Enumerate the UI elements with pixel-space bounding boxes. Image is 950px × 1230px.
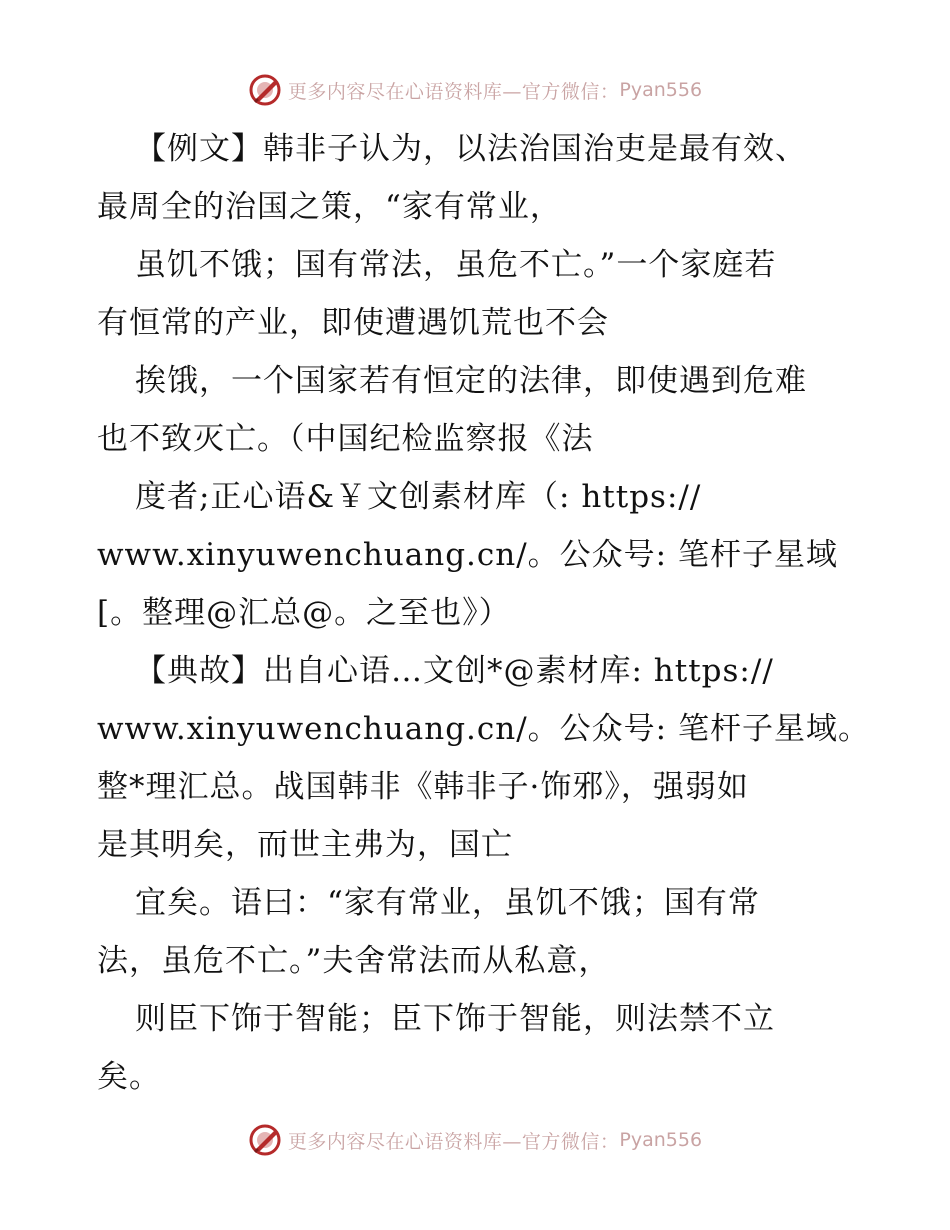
header-banner bbox=[0, 70, 950, 110]
text-line: 法，虽危不亡。”夫舍常法而从私意， bbox=[97, 943, 611, 979]
document-body bbox=[97, 120, 870, 1106]
text-line: 是其明矣，而世主弗为，国亡 bbox=[97, 827, 513, 863]
brush-logo-icon bbox=[248, 73, 282, 107]
text-line: 【例文】韩非子认为，以法治国治吏是最有效、 bbox=[135, 131, 807, 167]
text-line: 则臣下饰于智能；臣下饰于智能，则法禁不立 bbox=[135, 1001, 775, 1037]
text-line: 也不致灭亡。（中国纪检监察报《法 bbox=[97, 421, 594, 457]
text-line: 最周全的治国之策，“家有常业， bbox=[97, 189, 562, 225]
text-line: 【典故】出自心语…文创*@素材库: https:// bbox=[135, 653, 774, 689]
wechat-id: Pyan556 bbox=[619, 1129, 703, 1151]
text-line: 度者;正心语&￥文创素材库（: https:// bbox=[135, 479, 702, 515]
banner-text: 更多内容尽在心语资料库—官方微信： bbox=[287, 80, 620, 103]
text-line: 虽饥不饿；国有常法，虽危不亡。”一个家庭若 bbox=[135, 247, 777, 283]
text-line: 整*理汇总。战国韩非《韩非子·饰邪》，强弱如 bbox=[97, 769, 749, 805]
text-line: 宜矣。语曰：“家有常业，虽饥不饿；国有常 bbox=[135, 885, 760, 921]
text-line: [。整理@汇总@。之至也》） bbox=[97, 595, 511, 631]
footer-banner bbox=[0, 1120, 950, 1160]
wechat-id: Pyan556 bbox=[619, 79, 703, 101]
text-line: 有恒常的产业，即使遭遇饥荒也不会 bbox=[97, 305, 609, 341]
text-line: 矣。 bbox=[97, 1059, 161, 1095]
text-line: 挨饿，一个国家若有恒定的法律，即使遇到危难 bbox=[135, 363, 807, 399]
text-line: www.xinyuwenchuang.cn/。公众号: 笔杆子星域 bbox=[97, 537, 838, 573]
banner-text: 更多内容尽在心语资料库—官方微信： bbox=[287, 1130, 620, 1153]
text-line: www.xinyuwenchuang.cn/。公众号: 笔杆子星域。 bbox=[97, 711, 870, 747]
brush-logo-icon bbox=[248, 1123, 282, 1157]
